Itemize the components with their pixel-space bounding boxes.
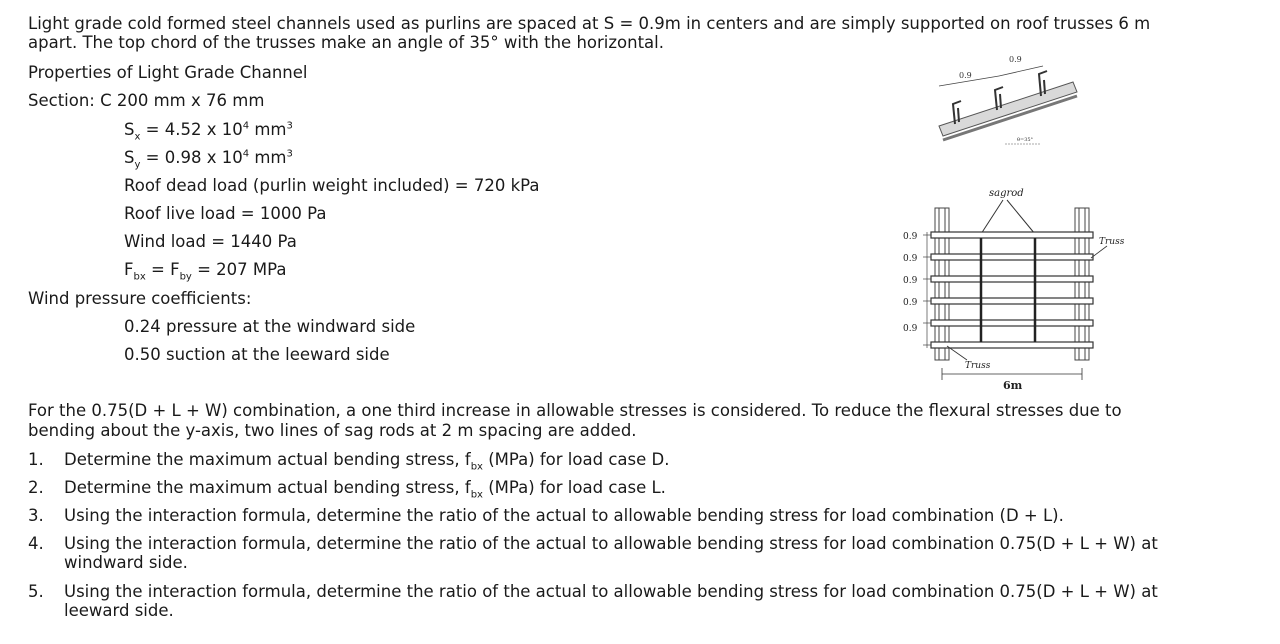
- sagrod-label: sagrod: [989, 188, 1024, 199]
- live-load: Roof live load = 1000 Pa: [124, 204, 327, 223]
- allowable-stress: $F_{bx} = F_{by} = 207$ MPa: [124, 260, 287, 283]
- question-5-line-2: leeward side.: [64, 601, 174, 620]
- question-4-line-2: windward side.: [64, 553, 188, 572]
- section-label: Section: C 200 mm x 76 mm: [28, 91, 265, 110]
- combination-line-1: For the 0.75(D + L + W) combination, a one third increase in allowable stresses is considered. To reduce the flexural stresses due to: [28, 401, 1122, 420]
- plan-spacing-1: 0.9: [903, 232, 918, 242]
- intro-line-2: apart. The top chord of the trusses make an angle of 35° with the horizontal.: [28, 33, 664, 52]
- truss-left: [935, 208, 949, 360]
- question-1-number: 1.: [28, 450, 44, 469]
- sy-value: $S_y = 0.98$ x $10^4$ $mm^3$: [124, 148, 293, 171]
- angle-label: θ=35°: [1017, 137, 1034, 143]
- plan-spacing-3: 0.9: [903, 276, 918, 286]
- dead-load: Roof dead load (purlin weight included) = 720 kPa: [124, 176, 540, 195]
- purlin-lines: [931, 232, 1093, 348]
- wind-heading: Wind pressure coefficients:: [28, 289, 252, 308]
- truss-bottom-label: Truss: [965, 361, 991, 371]
- question-4-line-1: Using the interaction formula, determine the ratio of the actual to allowable bending stress for load combination 0.75(D + L + W) at: [64, 534, 1158, 553]
- combination-line-2: bending about the y-axis, two lines of sag rods at 2 m spacing are added.: [28, 421, 637, 440]
- spacing-label-2: 0.9: [1009, 55, 1022, 64]
- truss-right-label: Truss: [1099, 237, 1125, 247]
- truss-right: [1075, 208, 1089, 360]
- windward-coefficient: 0.24 pressure at the windward side: [124, 317, 416, 336]
- question-4-number: 4.: [28, 534, 44, 553]
- purlin-plan-figure: [895, 182, 1155, 394]
- question-5-line-1: Using the interaction formula, determine the ratio of the actual to allowable bending stress for load combination 0.75(D + L + W) at: [64, 582, 1158, 601]
- spacing-label-1: 0.9: [959, 71, 972, 80]
- question-2: Determine the maximum actual bending stress, $f_{bx}$ (MPa) for load case L.: [64, 478, 666, 501]
- question-3-number: 3.: [28, 506, 44, 525]
- leeward-coefficient: 0.50 suction at the leeward side: [124, 345, 390, 364]
- plan-spacing-4: 0.9: [903, 298, 918, 308]
- question-5-number: 5.: [28, 582, 44, 601]
- question-1: Determine the maximum actual bending stress, $f_{bx}$ (MPa) for load case D.: [64, 450, 670, 473]
- wind-load: Wind load = 1440 Pa: [124, 232, 297, 251]
- span-label: 6m: [1003, 379, 1023, 392]
- purlin-section-figure: [925, 48, 1085, 158]
- plan-spacing-2: 0.9: [903, 254, 918, 264]
- properties-heading: Properties of Light Grade Channel: [28, 63, 308, 82]
- intro-line-1: Light grade cold formed steel channels used as purlins are spaced at S = 0.9m in centers and are simply supported on roof trusses 6 m: [28, 14, 1151, 33]
- question-2-number: 2.: [28, 478, 44, 497]
- sx-value: $S_x = 4.52$ x $10^4$ $mm^3$: [124, 120, 293, 143]
- question-3: Using the interaction formula, determine the ratio of the actual to allowable bending stress for load combination (D + L).: [64, 506, 1064, 525]
- plan-spacing-5: 0.9: [903, 324, 918, 334]
